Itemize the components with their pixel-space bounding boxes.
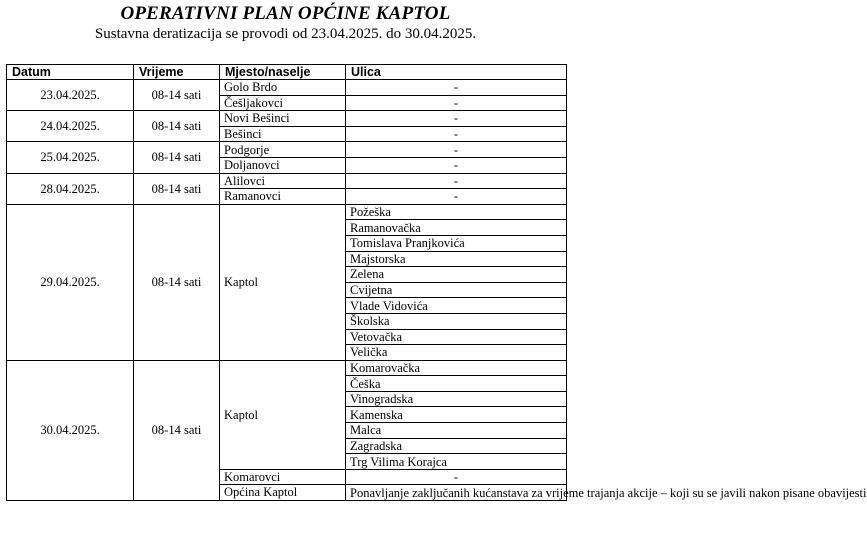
time-cell: 08-14 sati xyxy=(134,173,220,204)
header-street: Ulica xyxy=(346,65,567,80)
place-cell: Komarovci xyxy=(220,469,346,485)
date-cell: 23.04.2025. xyxy=(7,80,134,111)
street-cell: Zagradska xyxy=(346,438,567,454)
header-place: Mjesto/naselje xyxy=(220,65,346,80)
schedule-body xyxy=(7,80,867,501)
place-cell: Bešinci xyxy=(220,126,346,142)
place-cell: Doljanovci xyxy=(220,157,346,173)
date-cell: 29.04.2025. xyxy=(7,204,134,360)
street-cell: Vlade Vidovića xyxy=(346,298,567,314)
street-cell: Trg Vilima Korajca xyxy=(346,454,567,470)
street-cell: - xyxy=(346,80,567,96)
document-subtitle: Sustavna deratizacija se provodi od 23.04.2025. do 30.04.2025. xyxy=(94,26,477,42)
street-cell: - xyxy=(346,95,567,111)
street-cell: Velička xyxy=(346,345,567,361)
place-cell: Novi Bešinci xyxy=(220,111,346,127)
street-cell: Požeška xyxy=(346,204,567,220)
time-cell: 08-14 sati xyxy=(134,360,220,500)
street-cell: Zelena xyxy=(346,267,567,283)
header-time: Vrijeme xyxy=(134,65,220,80)
place-cell: Kaptol xyxy=(220,204,346,360)
document-title: OPERATIVNI PLAN OPĆINE KAPTOL xyxy=(120,3,451,24)
table-row xyxy=(7,204,567,220)
street-cell: Školska xyxy=(346,313,567,329)
street-cell: Malca xyxy=(346,423,567,439)
street-cell: Cvijetna xyxy=(346,282,567,298)
street-cell: Majstorska xyxy=(346,251,567,267)
street-cell: - xyxy=(346,469,567,485)
place-cell: Golo Brdo xyxy=(220,80,346,96)
place-cell: Općina Kaptol xyxy=(220,485,346,501)
street-cell: Vinogradska xyxy=(346,391,567,407)
street-cell: Češka xyxy=(346,376,567,392)
table-row xyxy=(7,173,567,189)
time-cell: 08-14 sati xyxy=(134,80,220,111)
table-row xyxy=(7,360,567,376)
street-cell: - xyxy=(346,142,567,158)
table-row xyxy=(7,80,567,96)
street-cell: - xyxy=(346,111,567,127)
street-cell: - xyxy=(346,173,567,189)
date-cell: 30.04.2025. xyxy=(7,360,134,500)
street-cell: - xyxy=(346,189,567,205)
time-cell: 08-14 sati xyxy=(134,204,220,360)
street-cell: Komarovačka xyxy=(346,360,567,376)
place-cell: Češljakovci xyxy=(220,95,346,111)
date-cell: 25.04.2025. xyxy=(7,142,134,173)
date-cell: 24.04.2025. xyxy=(7,111,134,142)
street-cell: - xyxy=(346,157,567,173)
place-cell: Kaptol xyxy=(220,360,346,469)
date-cell: 28.04.2025. xyxy=(7,173,134,204)
time-cell: 08-14 sati xyxy=(134,142,220,173)
place-cell: Alilovci xyxy=(220,173,346,189)
place-cell: Podgorje xyxy=(220,142,346,158)
street-cell: Ramanovačka xyxy=(346,220,567,236)
table-header-row xyxy=(7,65,567,80)
place-cell: Ramanovci xyxy=(220,189,346,205)
time-cell: 08-14 sati xyxy=(134,111,220,142)
street-cell: Vetovačka xyxy=(346,329,567,345)
street-cell: Kamenska xyxy=(346,407,567,423)
header-date: Datum xyxy=(7,65,134,80)
street-cell: - xyxy=(346,126,567,142)
table-row xyxy=(7,142,567,158)
schedule-table xyxy=(6,64,867,501)
table-row xyxy=(7,111,567,127)
note-cell: Ponavljanje zaključanih kućanstava za vrijeme trajanja akcije – koji su se javili nakon pisane obavijesti xyxy=(346,485,567,501)
street-cell: Tomislava Pranjkovića xyxy=(346,235,567,251)
